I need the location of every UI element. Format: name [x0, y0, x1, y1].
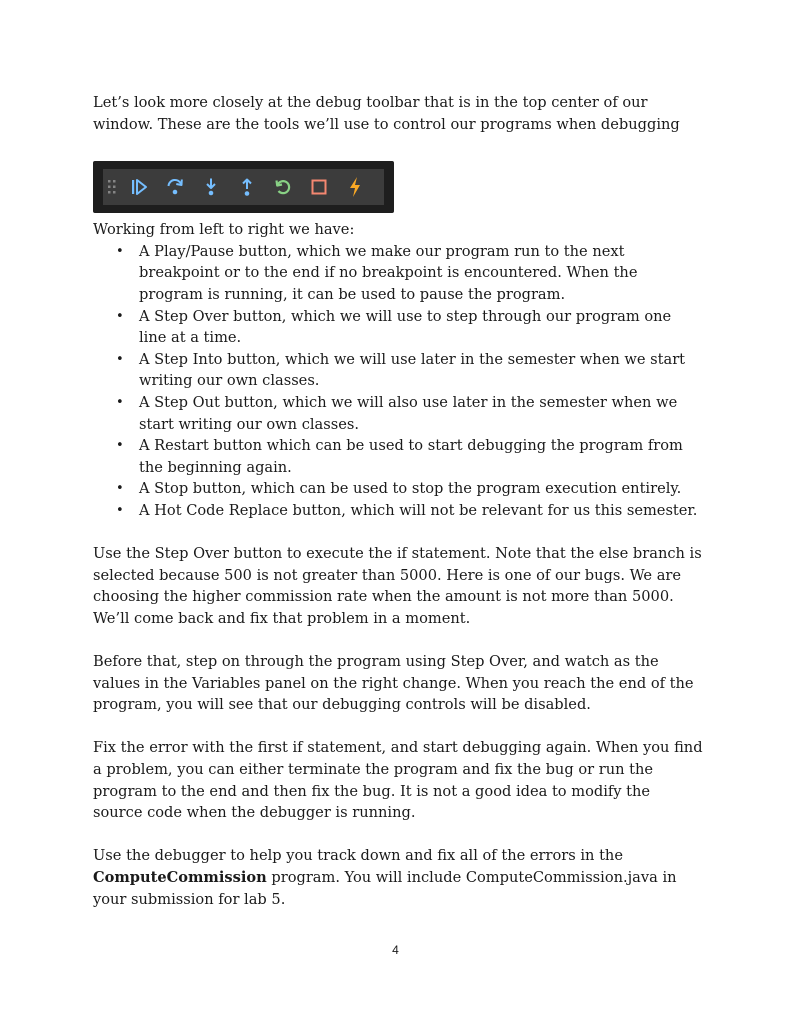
list-item: • A Step Over button, which we will use to step through our program one line at a time. [139, 306, 703, 349]
submission-text-start: Use the debugger to help you track down and fix all of the errors in the [93, 847, 623, 865]
drag-handle-icon [103, 169, 121, 205]
paragraph-submission [93, 845, 703, 910]
paragraph-step-through: Before that, step on through the program using Step Over, and watch as the values in the Variables panel on the right change. When you reach the end of the program, you will see that our debugging controls will be disabled. [93, 653, 694, 714]
page-number: 4 [392, 943, 399, 957]
restart-icon [265, 169, 301, 205]
list-item: • A Restart button which can be used to start debugging the program from the beginning again. [139, 435, 703, 478]
list-item: • A Stop button, which can be used to stop the program execution entirely. [139, 478, 703, 500]
hot-code-replace-icon [337, 169, 373, 205]
debug-toolbar-screenshot [93, 161, 394, 213]
document-body [93, 92, 703, 910]
step-into-icon [193, 169, 229, 205]
list-intro: Working from left to right we have: [93, 221, 355, 239]
list-item: • A Step Into button, which we will use later in the semester when we start writing our own classes. [139, 349, 703, 392]
step-over-icon [157, 169, 193, 205]
debug-toolbar [103, 169, 384, 205]
intro-paragraph: Let’s look more closely at the debug toolbar that is in the top center of our window. These are the tools we’ll use to control our programs when debugging [93, 94, 680, 133]
toolbar-button-list [93, 241, 703, 522]
program-name: ComputeCommission [93, 869, 267, 886]
list-item: • A Play/Pause button, which we make our program run to the next breakpoint or to the end if no breakpoint is encountered. When the program is running, it can be used to pause the program. [139, 241, 703, 306]
paragraph-step-over: Use the Step Over button to execute the if statement. Note that the else branch is selected because 500 is not greater than 5000. Here is one of our bugs. We are choosing the higher commission rate when the amount is not more than 5000. We’ll come back and fix that problem in a moment. [93, 545, 702, 627]
list-item: • A Hot Code Replace button, which will not be relevant for us this semester. [139, 500, 703, 522]
submission-text-end: program. You will include ComputeCommission.java in your submission for lab 5. [93, 869, 677, 908]
stop-icon [301, 169, 337, 205]
list-item: • A Step Out button, which we will also use later in the semester when we start writing our own classes. [139, 392, 703, 435]
continue-icon [121, 169, 157, 205]
paragraph-fix-error: Fix the error with the first if statement, and start debugging again. When you find a problem, you can either terminate the program and fix the bug or run the program to the end and then fix the bug. It is not a good idea to modify the source code when the debugger is running. [93, 739, 703, 822]
step-out-icon [229, 169, 265, 205]
